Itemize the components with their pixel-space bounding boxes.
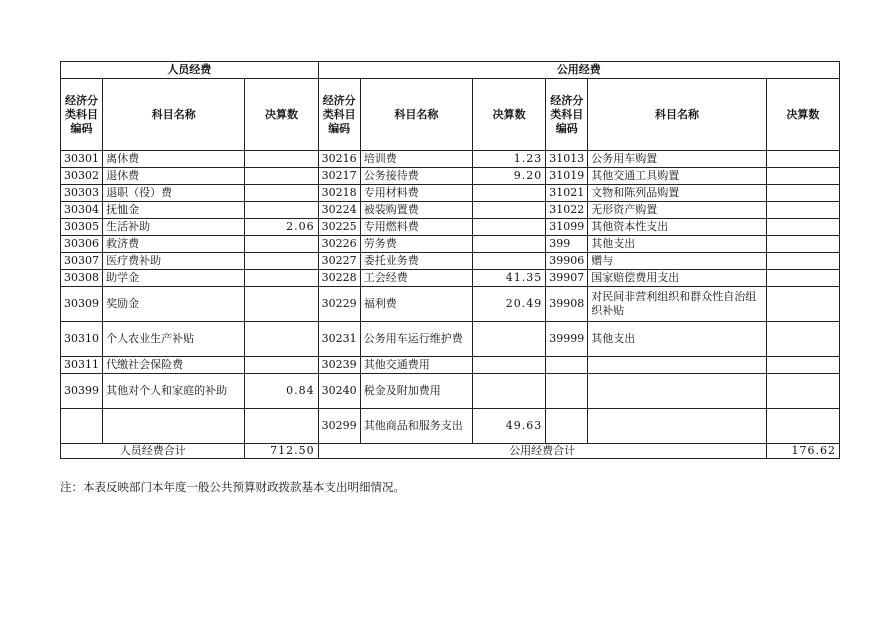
amount-cell: 49.63: [473, 409, 546, 444]
amount-cell: [766, 168, 839, 185]
amount-cell: 0.84: [245, 374, 318, 409]
name-cell: [588, 357, 766, 374]
code-header-3: 经济分类科目编码: [546, 79, 588, 151]
amount-cell: 20.49: [473, 287, 546, 322]
name-cell: [588, 409, 766, 444]
name-cell: 代缴社会保险费: [103, 357, 245, 374]
amount-cell: [766, 185, 839, 202]
code-cell: 31099: [546, 219, 588, 236]
name-cell: 其他交通费用: [360, 357, 472, 374]
code-cell: 30311: [61, 357, 103, 374]
amount-cell: [245, 322, 318, 357]
public-total-value: 176.62: [766, 444, 839, 459]
amount-cell: [766, 270, 839, 287]
amount-cell: [766, 374, 839, 409]
code-cell: 30302: [61, 168, 103, 185]
table-body: [61, 151, 840, 444]
amount-cell: [473, 357, 546, 374]
code-cell: 30304: [61, 202, 103, 219]
name-cell: 个人农业生产补贴: [103, 322, 245, 357]
amount-cell: [473, 219, 546, 236]
name-cell: 其他商品和服务支出: [360, 409, 472, 444]
totals-row: [61, 444, 840, 459]
code-cell: 30216: [318, 151, 360, 168]
name-cell: 医疗费补助: [103, 253, 245, 270]
table-row: [61, 357, 840, 374]
code-cell: 30301: [61, 151, 103, 168]
amount-cell: [766, 322, 839, 357]
amount-header-3: 决算数: [766, 79, 839, 151]
table-row: [61, 168, 840, 185]
name-cell: 其他交通工具购置: [588, 168, 766, 185]
code-cell: [546, 357, 588, 374]
amount-cell: [473, 253, 546, 270]
name-header-3: 科目名称: [588, 79, 766, 151]
name-cell: 培训费: [360, 151, 472, 168]
code-cell: 30309: [61, 287, 103, 322]
code-cell: 30231: [318, 322, 360, 357]
code-header-1: 经济分类科目编码: [61, 79, 103, 151]
code-cell: 30308: [61, 270, 103, 287]
name-cell: 公务用车购置: [588, 151, 766, 168]
public-total-label: 公用经费合计: [318, 444, 766, 459]
table-row: [61, 409, 840, 444]
name-cell: 其他资本性支出: [588, 219, 766, 236]
code-header-2: 经济分类科目编码: [318, 79, 360, 151]
code-cell: 399: [546, 236, 588, 253]
name-cell: 退职（役）费: [103, 185, 245, 202]
name-cell: 无形资产购置: [588, 202, 766, 219]
footnote: 注：本表反映部门本年度一般公共预算财政拨款基本支出明细情况。: [60, 480, 405, 494]
amount-cell: [245, 253, 318, 270]
amount-cell: [766, 219, 839, 236]
name-cell: [103, 409, 245, 444]
amount-cell: [245, 270, 318, 287]
code-cell: 30217: [318, 168, 360, 185]
amount-cell: [245, 287, 318, 322]
table-row: [61, 270, 840, 287]
code-cell: 31013: [546, 151, 588, 168]
amount-cell: [245, 202, 318, 219]
code-cell: 30224: [318, 202, 360, 219]
name-cell: 工会经费: [360, 270, 472, 287]
amount-cell: 41.35: [473, 270, 546, 287]
name-cell: 生活补助: [103, 219, 245, 236]
amount-cell: [473, 236, 546, 253]
code-cell: [61, 409, 103, 444]
personnel-total-value: 712.50: [245, 444, 318, 459]
code-cell: 31019: [546, 168, 588, 185]
group-header-row: [61, 62, 840, 79]
amount-cell: [245, 151, 318, 168]
name-cell: 退休费: [103, 168, 245, 185]
name-cell: 国家赔偿费用支出: [588, 270, 766, 287]
table-row: [61, 322, 840, 357]
amount-cell: [766, 409, 839, 444]
amount-cell: 1.23: [473, 151, 546, 168]
amount-header-1: 决算数: [245, 79, 318, 151]
code-cell: 39907: [546, 270, 588, 287]
name-cell: 对民间非营利组织和群众性自治组织补贴: [588, 287, 766, 322]
code-cell: 39908: [546, 287, 588, 322]
code-cell: 30228: [318, 270, 360, 287]
name-cell: [588, 374, 766, 409]
name-cell: 专用燃料费: [360, 219, 472, 236]
personnel-total-label: 人员经费合计: [61, 444, 245, 459]
name-cell: 离休费: [103, 151, 245, 168]
name-cell: 被装购置费: [360, 202, 472, 219]
name-cell: 其他对个人和家庭的补助: [103, 374, 245, 409]
amount-cell: [473, 202, 546, 219]
budget-table: [60, 61, 840, 459]
code-cell: 39906: [546, 253, 588, 270]
name-cell: 专用材料费: [360, 185, 472, 202]
code-cell: 31021: [546, 185, 588, 202]
name-cell: 抚恤金: [103, 202, 245, 219]
code-cell: 30227: [318, 253, 360, 270]
amount-cell: [473, 374, 546, 409]
name-cell: 公务接待费: [360, 168, 472, 185]
amount-cell: [245, 168, 318, 185]
code-cell: 30240: [318, 374, 360, 409]
code-cell: [546, 374, 588, 409]
code-cell: 30218: [318, 185, 360, 202]
amount-cell: [473, 322, 546, 357]
code-cell: 30225: [318, 219, 360, 236]
amount-cell: [245, 236, 318, 253]
name-cell: 救济费: [103, 236, 245, 253]
code-cell: 39999: [546, 322, 588, 357]
table-row: [61, 151, 840, 168]
name-cell: 其他支出: [588, 322, 766, 357]
column-header-row: [61, 79, 840, 151]
code-cell: 30226: [318, 236, 360, 253]
code-cell: 30299: [318, 409, 360, 444]
code-cell: 30305: [61, 219, 103, 236]
amount-cell: 2.06: [245, 219, 318, 236]
name-header-2: 科目名称: [360, 79, 472, 151]
name-header-1: 科目名称: [103, 79, 245, 151]
amount-cell: [766, 151, 839, 168]
name-cell: 其他支出: [588, 236, 766, 253]
amount-header-2: 决算数: [473, 79, 546, 151]
amount-cell: 9.20: [473, 168, 546, 185]
amount-cell: [766, 287, 839, 322]
public-group-header: 公用经费: [318, 62, 839, 79]
table-row: [61, 253, 840, 270]
code-cell: 30239: [318, 357, 360, 374]
code-cell: 30306: [61, 236, 103, 253]
code-cell: 30307: [61, 253, 103, 270]
name-cell: 劳务费: [360, 236, 472, 253]
code-cell: 30303: [61, 185, 103, 202]
amount-cell: [473, 185, 546, 202]
table-row: [61, 287, 840, 322]
amount-cell: [766, 202, 839, 219]
table-row: [61, 185, 840, 202]
amount-cell: [766, 236, 839, 253]
name-cell: 奖励金: [103, 287, 245, 322]
amount-cell: [766, 253, 839, 270]
name-cell: 助学金: [103, 270, 245, 287]
table-row: [61, 374, 840, 409]
name-cell: 福利费: [360, 287, 472, 322]
personnel-group-header: 人员经费: [61, 62, 319, 79]
code-cell: [546, 409, 588, 444]
name-cell: 委托业务费: [360, 253, 472, 270]
code-cell: 30229: [318, 287, 360, 322]
amount-cell: [245, 409, 318, 444]
amount-cell: [245, 357, 318, 374]
name-cell: 赠与: [588, 253, 766, 270]
name-cell: 税金及附加费用: [360, 374, 472, 409]
code-cell: 30310: [61, 322, 103, 357]
code-cell: 30399: [61, 374, 103, 409]
name-cell: 文物和陈列品购置: [588, 185, 766, 202]
table-row: [61, 202, 840, 219]
amount-cell: [245, 185, 318, 202]
table-row: [61, 236, 840, 253]
amount-cell: [766, 357, 839, 374]
code-cell: 31022: [546, 202, 588, 219]
name-cell: 公务用车运行维护费: [360, 322, 472, 357]
table-row: [61, 219, 840, 236]
